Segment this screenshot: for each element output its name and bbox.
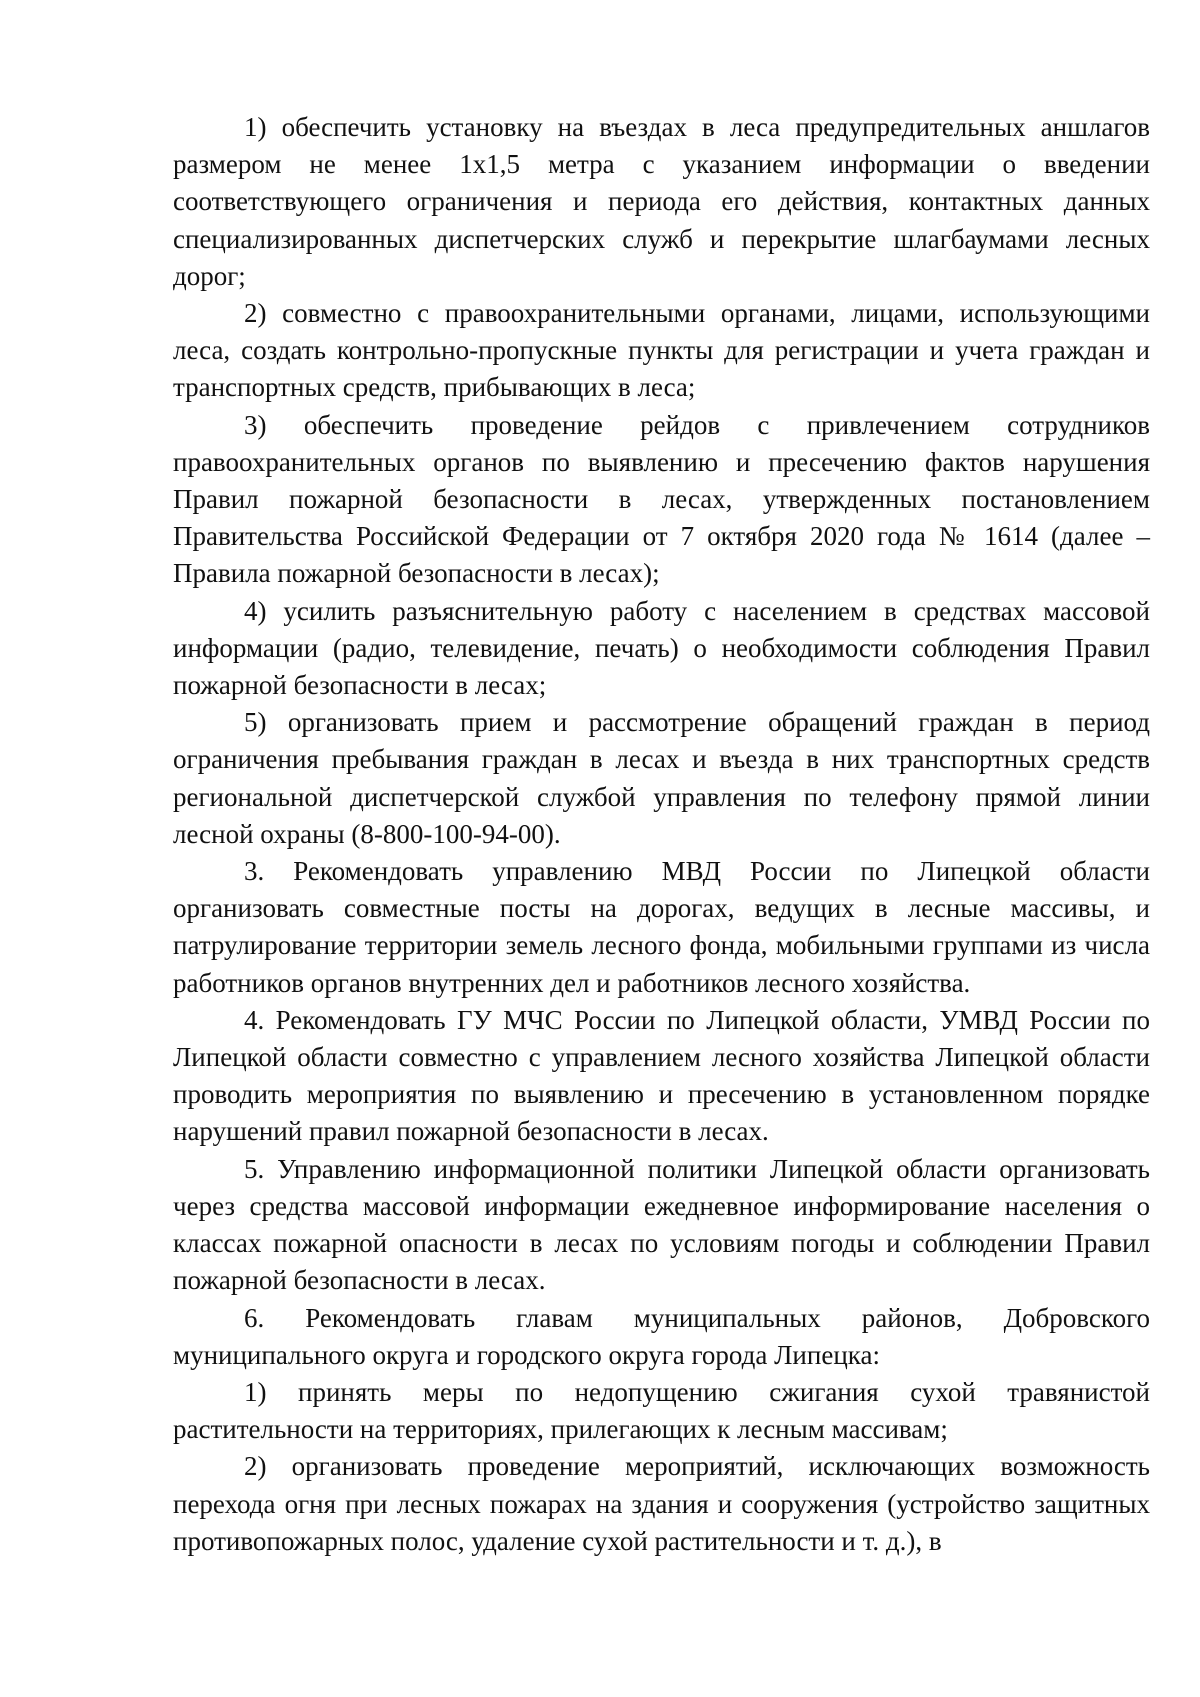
document-body — [173, 109, 1150, 1560]
paragraph-item-1-5: 5) организовать прием и рассмотрение обращений граждан в период ограничения пребывания граждан в лесах и въезда в них транспортных средств региональной диспетчерской службой управления по телефону прямой линии лесной охраны (8-800-100-94-00). — [173, 707, 1150, 849]
paragraph-item-6-1: 1) принять меры по недопущению сжигания сухой травянистой растительности на территориях, прилегающих к лесным массивам; — [173, 1376, 1150, 1445]
paragraph-section-3: 3. Рекомендовать управлению МВД России по Липецкой области организовать совместные посты на дорогах, ведущих в лесные массивы, и патрулирование территории земель лесного фонда, мобильными группами из числа работников органов внутренних дел и работников лесного хозяйства. — [173, 856, 1150, 998]
paragraph-item-1-3: 3) обеспечить проведение рейдов с привлечением сотрудников правоохранительных органов по выявлению и пресечению фактов нарушения Правил пожарной безопасности в лесах, утвержденных постановлением Правительства Российской Федерации от 7 октября 2020 года № 1614 (далее – Правила пожарной безопасности в лесах); — [173, 409, 1150, 589]
paragraph-item-6-2: 2) организовать проведение мероприятий, исключающих возможность перехода огня при лесных пожарах на здания и сооружения (устройство защитных противопожарных полос, удаление сухой растительности и т. д.), в — [173, 1451, 1150, 1556]
paragraph-section-4: 4. Рекомендовать ГУ МЧС России по Липецкой области, УМВД России по Липецкой области совместно с управлением лесного хозяйства Липецкой области проводить мероприятия по выявлению и пресечению в установленном порядке нарушений правил пожарной безопасности в лесах. — [173, 1004, 1150, 1147]
paragraph-item-1-4: 4) усилить разъяснительную работу с населением в средствах массовой информации (радио, телевидение, печать) о необходимости соблюдения Правил пожарной безопасности в лесах; — [173, 595, 1150, 701]
paragraph-item-1-1: 1) обеспечить установку на въездах в леса предупредительных аншлагов размером не менее 1х1,5 метра с указанием информации о введении соответствующего ограничения и периода его действия, контактных данных специализированных диспетчерских служб и перекрытие шлагбаумами лесных дорог; — [173, 112, 1150, 291]
paragraph-section-5: 5. Управлению информационной политики Липецкой области организовать через средства массовой информации ежедневное информирование населения о классах пожарной опасности в лесах по условиям погоды и соблюдении Правил пожарной безопасности в лесах. — [173, 1153, 1150, 1296]
paragraph-section-6: 6. Рекомендовать главам муниципальных районов, Добровского муниципального округа и городского округа города Липецка: — [173, 1302, 1150, 1370]
paragraph-item-1-2: 2) совместно с правоохранительными органами, лицами, использующими леса, создать контрольно-пропускные пункты для регистрации и учета граждан и транспортных средств, прибывающих в леса; — [173, 298, 1150, 403]
